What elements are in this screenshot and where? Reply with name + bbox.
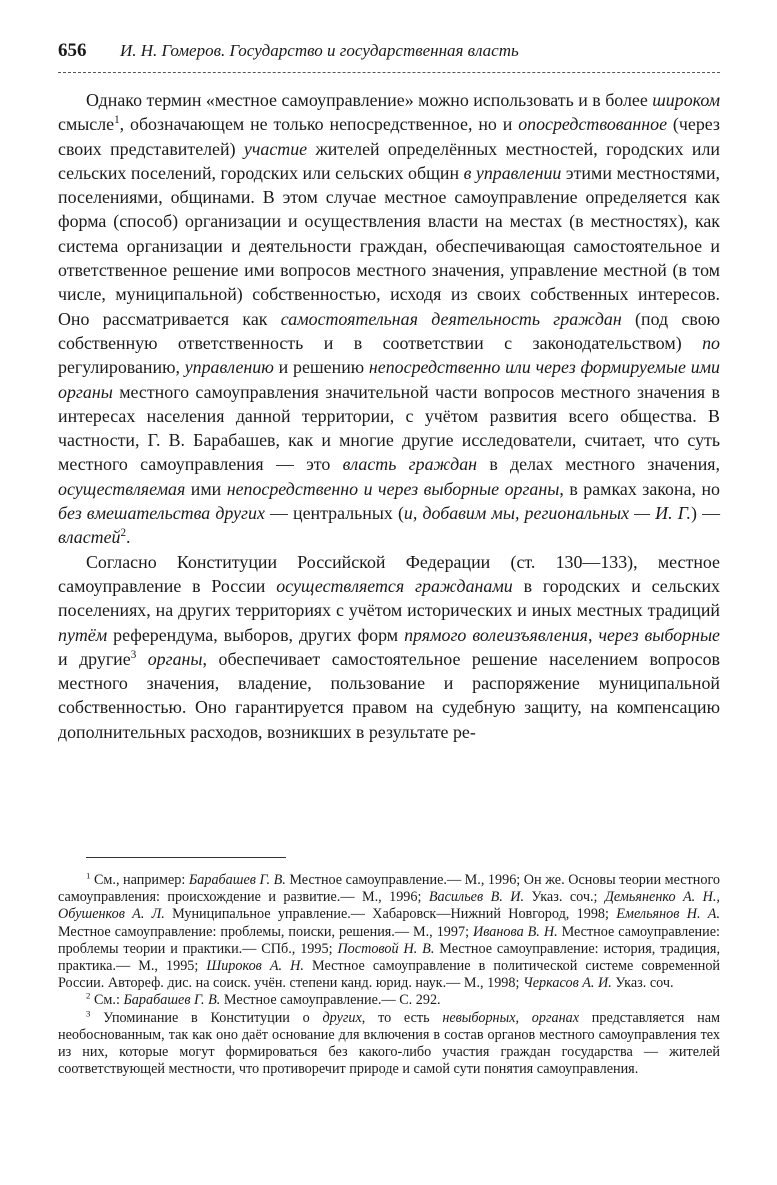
text-run: жителей определённых местностей, городских или сельских поселений, городских или сельских общин [58, 138, 720, 183]
footnote [58, 1007, 720, 1079]
emphasis-run: путём [58, 624, 108, 645]
text-run: Местное самоуправление.— С. 292. [220, 992, 441, 1009]
emphasis-run: по [702, 332, 720, 353]
emphasis-run: Барабашев Г. В. [188, 872, 286, 888]
footnote [58, 872, 720, 992]
emphasis-run: через выборные [598, 624, 720, 645]
emphasis-run: в управлении [463, 162, 562, 183]
text-run: , обозначающем не только непосредственное, но и [119, 114, 519, 135]
text-run: Указ. соч.; [524, 889, 605, 906]
emphasis-run: Барабашев Г. В. [123, 992, 221, 1009]
text-run: Местное самоуправление: проблемы, поиски, решения.— М., 1997; [58, 923, 473, 940]
text-run: Муниципальное управление.— Хабаровск—Нижний Новгород, 1998; [164, 906, 617, 923]
text-run: , обеспечивает самостоятельное решение населением вопросов местного значения, владение, пользование и распоряжение муниципальной собственностью. Оно гарантируется правом на судебную защиту, на компенсацию дополнительных расходов, возникших в результате ре- [58, 648, 720, 742]
footnote-ref: 2 [86, 990, 91, 1001]
emphasis-run: властей [58, 527, 121, 548]
emphasis-run: власть граждан [342, 454, 478, 475]
emphasis-run: и, добавим мы, региональных — И. Г. [403, 503, 691, 524]
text-run: в городских и сельских поселениях, на других территориях с учётом исторических и иных местных традиций [58, 575, 720, 621]
running-title: И. Н. Гомеров. Государство и государственная власть [120, 41, 519, 60]
running-header [58, 40, 720, 66]
footnote [58, 992, 720, 1009]
emphasis-run: Емельянов Н. А. [616, 906, 720, 923]
main-text [58, 88, 720, 744]
emphasis-run: Демьяненко А. Н., Обушенков А. Л. [58, 889, 720, 923]
emphasis-run: непосредственно или через формируемые ими органы [58, 357, 721, 402]
emphasis-run: Постовой Н. В. [337, 940, 435, 957]
text-run: (через своих представителей) [58, 114, 721, 159]
text-run: местного самоуправления значительной части вопросов местного значения в интересах населения данной территории, с учётом развития всего общества. В частности, Г. В. Барабашев, как и многие другие исследователи, считает, что суть местного самоуправления — это [58, 381, 720, 475]
text-run: Местное самоуправление: история, традиция, практика.— М., 1995; [58, 940, 720, 975]
footnotes [58, 872, 720, 1078]
text-run: смысле [58, 114, 115, 135]
text-run: (под свою собственную ответственность и в соответствии с законодательством) [58, 308, 720, 353]
text-run: ) — [691, 503, 720, 524]
text-run: — центральных ( [264, 503, 404, 524]
header-rule [58, 72, 720, 73]
text-run: См.: [90, 992, 124, 1009]
emphasis-run: управлению [184, 357, 274, 378]
text-run: этими местностями, поселениями, общинами. В этом случае местное самоуправление определяется как форма (способ) организации и осуществления власти на местах (в местностях), как система организации и деятельности граждан, обеспечивающая самостоятельное и ответственное решение ими вопросов местного значения, управление местной (в том числе, муниципальной) собственностью, исходя из своих собственных интересов. Оно рассматривается как [58, 162, 720, 329]
text-run: в делах местного значения, [477, 454, 720, 475]
paragraph [58, 550, 720, 744]
text-run: Указ. соч. [611, 975, 674, 992]
text-run: и другие [58, 648, 131, 669]
footnote-rule [86, 857, 286, 858]
emphasis-run: органы [147, 648, 203, 669]
emphasis-run: других [322, 1009, 362, 1026]
text-run: Местное самоуправление.— М., 1996; Он же. Основы теории местного самоуправления: происхождение и развитие.— М., 1996; [58, 872, 721, 906]
emphasis-run: прямого волеизъявления [404, 624, 588, 645]
text-run: , то есть [361, 1009, 443, 1026]
footnote-ref: 3 [130, 648, 137, 661]
emphasis-run: участие [243, 138, 308, 159]
emphasis-run: Широков А. Н. [206, 958, 304, 975]
text-run: представляется нам необоснованным, так как оно даёт основание для включения в состав органов местного самоуправления тех из них, которые могут формироваться без какого-либо участия граждан государства — жителей соответствующей местности, что противоречит природе и самой сути понятия самоуправления. [58, 1009, 720, 1078]
emphasis-run: опосредствованное [518, 114, 668, 135]
emphasis-run: Иванова В. Н. [472, 923, 558, 940]
paragraph [58, 88, 720, 550]
emphasis-run: осуществляется гражданами [276, 575, 513, 596]
text-run: Согласно Конституции Российской Федерации (ст. 130—133), местное самоуправление в России [58, 551, 720, 596]
text-run: Однако термин «местное самоуправление» можно использовать и в более [86, 90, 653, 110]
emphasis-run: осуществляемая [58, 478, 186, 499]
text-run: См., например: [90, 872, 189, 888]
text-run: регулированию, [58, 357, 185, 378]
footnote-ref: 1 [114, 114, 120, 127]
emphasis-run: Васильев В. И. [428, 889, 525, 906]
text-run: ими [185, 478, 227, 499]
text-run: Упоминание в Конституции о [90, 1009, 323, 1026]
emphasis-run: без вмешательства других [58, 503, 265, 524]
emphasis-run: широком [652, 90, 721, 110]
emphasis-run: Черкасов А. И. [522, 975, 612, 992]
page-number: 656 [58, 40, 87, 61]
text-run [136, 649, 148, 669]
emphasis-run: невыборных, органах [442, 1009, 580, 1026]
footnote-ref: 1 [86, 870, 91, 881]
text-run: и решению [273, 357, 369, 378]
text-run: , [587, 624, 599, 645]
text-run: Местное самоуправление в политической системе современной России. Автореф. дис. на соиск. учён. степени канд. юрид. наук.— М., 1998; [58, 958, 721, 992]
emphasis-run: непосредственно и через выборные органы [226, 478, 560, 499]
text-run: . [126, 527, 131, 548]
footnote-ref: 2 [120, 527, 127, 540]
footnote-ref: 3 [86, 1007, 91, 1018]
text-run: , в рамках закона, но [559, 478, 720, 499]
text-run: Местное самоуправление: проблемы теории и практики.— СПб., 1995; [58, 923, 720, 957]
text-run: референдума, выборов, других форм [107, 624, 405, 645]
emphasis-run: самостоятельная деятельность граждан [280, 308, 622, 329]
